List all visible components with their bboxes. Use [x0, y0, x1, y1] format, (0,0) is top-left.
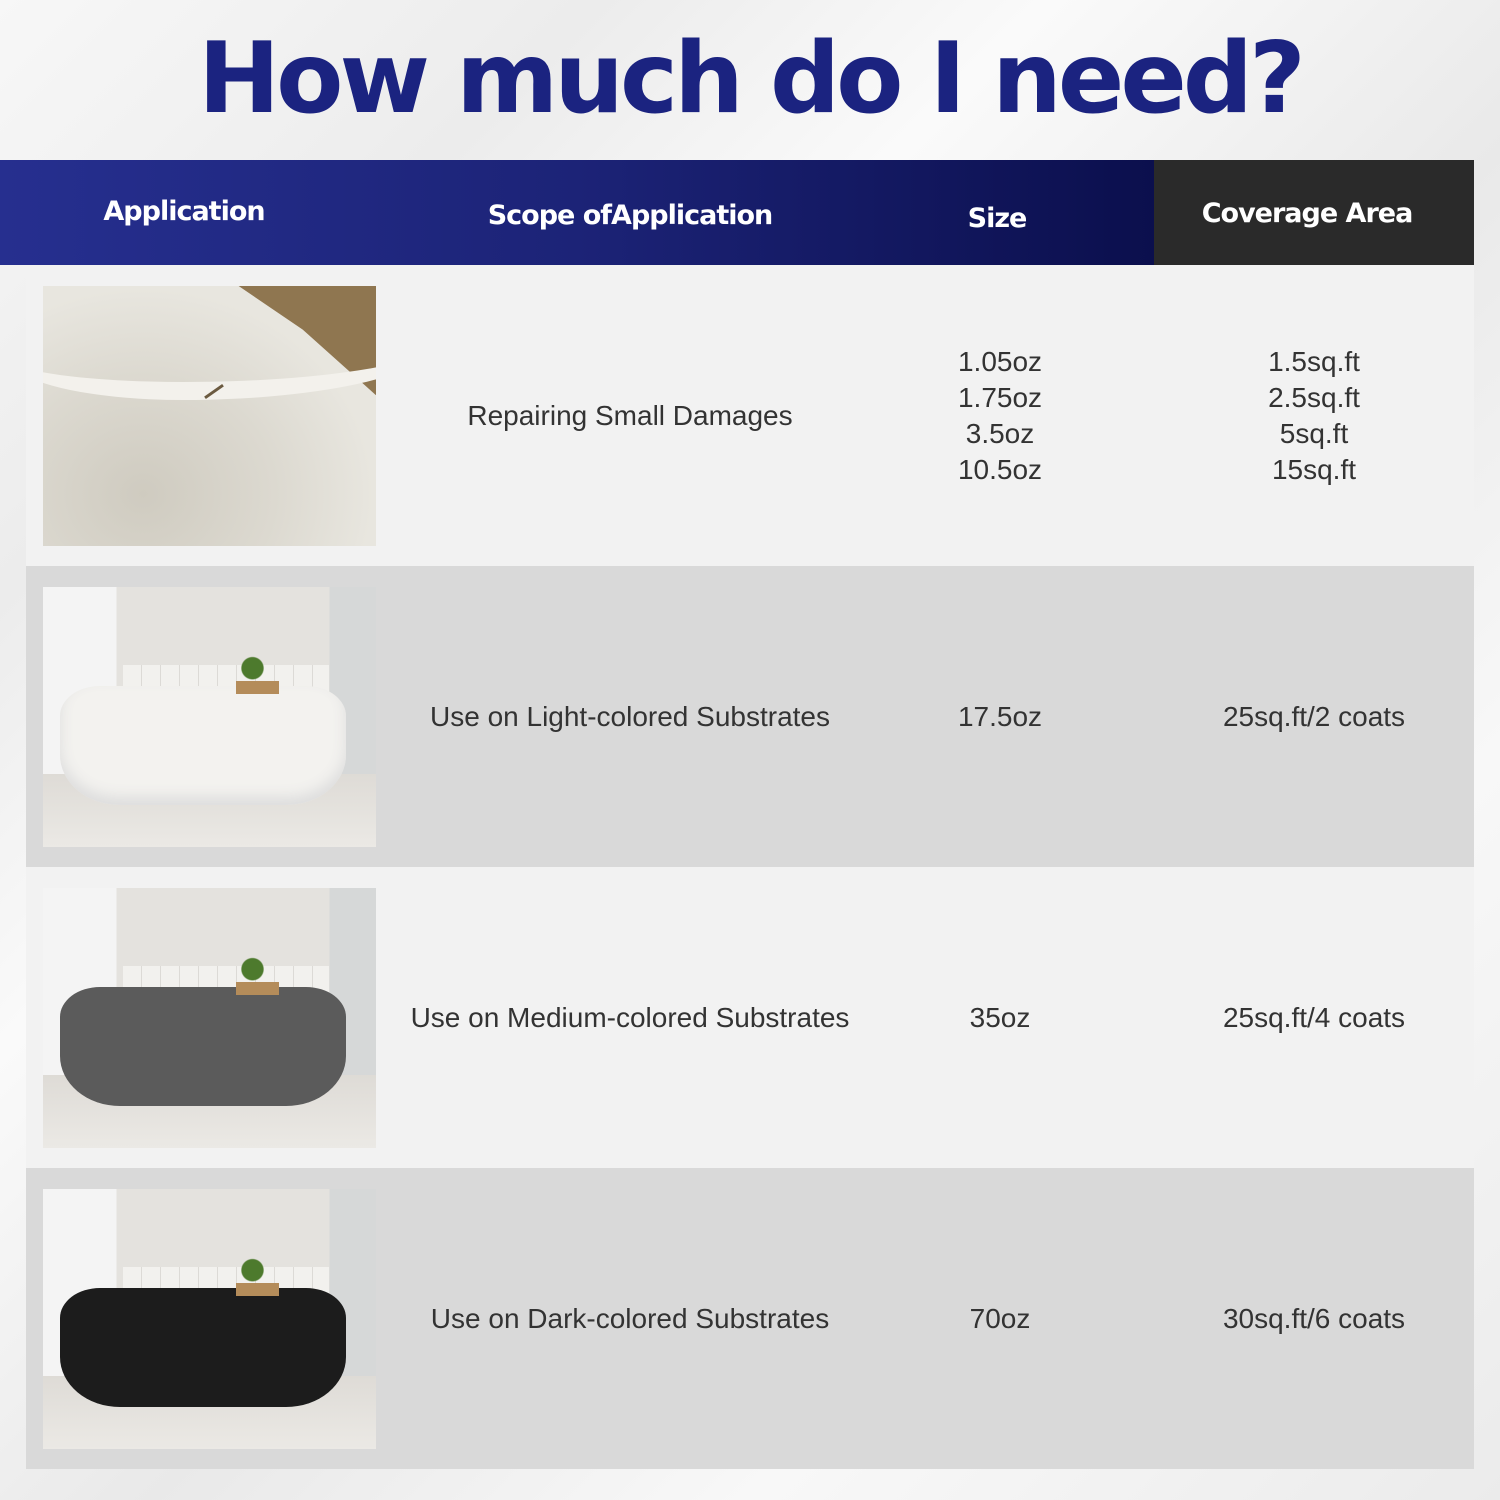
size-value: 10.5oz	[957, 453, 1043, 485]
size-value: 70oz	[969, 1302, 1031, 1334]
bathtub	[60, 1288, 346, 1408]
bathtub	[60, 686, 346, 806]
table-row	[26, 566, 1474, 867]
page-title: How much do I need?	[198, 22, 1302, 136]
size-value: 35oz	[969, 1001, 1031, 1033]
scope-text: Use on Light-colored Substrates	[430, 700, 830, 732]
table-header	[0, 160, 1474, 265]
scope-text: Repairing Small Damages	[467, 399, 793, 431]
header-coverage: Coverage Area	[1201, 198, 1413, 229]
header-scope: Scope ofApplication	[487, 200, 773, 231]
size-value: 17.5oz	[957, 700, 1043, 732]
size-value: 1.75oz	[957, 381, 1043, 413]
coverage-value: 30sq.ft/6 coats	[1222, 1302, 1406, 1334]
white-bathtub-image	[43, 587, 376, 847]
scope-text: Use on Medium-colored Substrates	[410, 1001, 850, 1033]
coverage-value: 1.5sq.ft	[1268, 345, 1360, 377]
table-row	[26, 867, 1474, 1168]
scope-text: Use on Dark-colored Substrates	[430, 1302, 830, 1334]
table-row	[26, 1168, 1474, 1469]
size-value: 3.5oz	[965, 417, 1035, 449]
header-application: Application	[103, 196, 265, 227]
coverage-value: 25sq.ft/2 coats	[1222, 700, 1406, 732]
bathtub	[60, 987, 346, 1107]
header-size: Size	[967, 203, 1027, 234]
table-row	[26, 265, 1474, 566]
coverage-value: 25sq.ft/4 coats	[1222, 1001, 1406, 1033]
coverage-value: 15sq.ft	[1271, 453, 1357, 485]
size-value: 1.05oz	[957, 345, 1043, 377]
black-bathtub-image	[43, 1189, 376, 1449]
gray-bathtub-image	[43, 888, 376, 1148]
coverage-value: 5sq.ft	[1279, 417, 1349, 449]
coverage-value: 2.5sq.ft	[1268, 381, 1360, 413]
cracked-tub-image	[43, 286, 376, 546]
